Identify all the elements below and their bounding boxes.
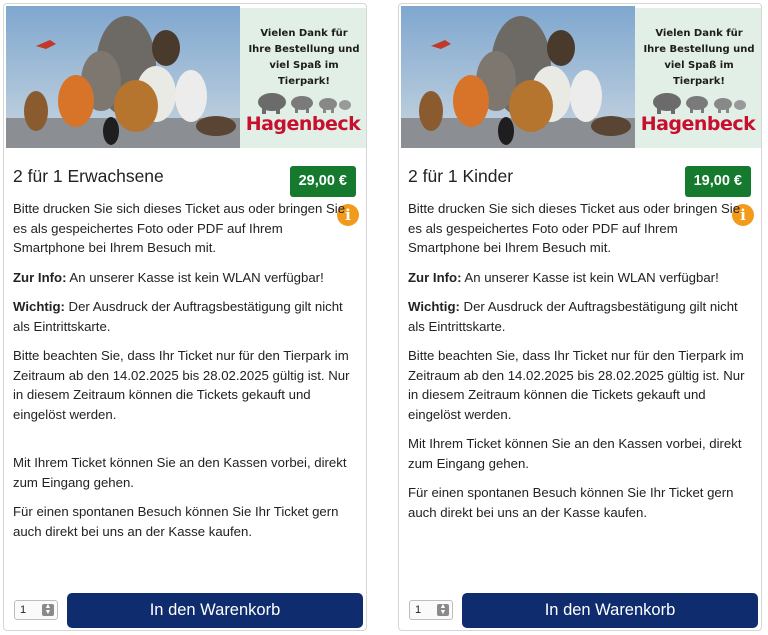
stepper-icon[interactable]: ▲ ▼ <box>437 604 449 616</box>
hagenbeck-logo: Hagenbeck <box>245 113 361 135</box>
add-to-cart-button[interactable]: In den Warenkorb <box>462 593 758 628</box>
wifi-notice-label: Zur Info: <box>408 269 462 285</box>
wifi-notice-label: Zur Info: <box>13 269 67 285</box>
print-instructions: Bitte drucken Sie sich dieses Ticket aus oder bringen Sie es als gespeichertes Foto oder PDF auf Ihrem Smartphone bei Ihrem Besuch mit. <box>13 201 346 255</box>
important-notice <box>13 297 353 336</box>
validity-notice: Bitte beachten Sie, dass Ihr Ticket nur für den Tierpark im Zeitraum ab den 14.02.2025 bis 28.02.2025 gültig ist. Nur in diesem Zeitraum können die Tickets gekauft und eingelöst werden. <box>13 348 350 422</box>
important-notice-label: Wichtig: <box>13 299 65 314</box>
wifi-notice <box>13 268 353 288</box>
validity-notice: Bitte beachten Sie, dass Ihr Ticket nur für den Tierpark im Zeitraum ab den 14.02.2025 bis 28.02.2025 gültig ist. Nur in diesem Zeitraum können die Tickets gekauft und eingelöst werden. <box>408 348 745 422</box>
price-badge: 19,00 € <box>685 166 751 197</box>
zoo-banner-image <box>401 6 761 148</box>
zoo-banner-image <box>6 6 366 148</box>
info-icon[interactable]: i <box>732 204 754 226</box>
wifi-notice-text: An unserer Kasse ist kein WLAN verfügbar! <box>461 269 719 285</box>
quantity-select[interactable] <box>14 600 58 620</box>
ticket-card-adults <box>3 3 367 631</box>
ticket-title: 2 für 1 Erwachsene <box>13 166 164 186</box>
important-notice-text: Der Ausdruck der Auftragsbestätigung gilt nicht als Eintrittskarte. <box>408 299 738 334</box>
quantity-value: 1 <box>20 604 27 616</box>
important-notice-text: Der Ausdruck der Auftragsbestätigung gilt nicht als Eintrittskarte. <box>13 299 343 334</box>
spontaneous-visit-notice: Für einen spontanen Besuch können Sie Ihr Ticket gern auch direkt bei uns an der Kasse kaufen. <box>13 504 339 539</box>
ticket-card-children <box>398 3 762 631</box>
price-badge: 29,00 € <box>290 166 356 197</box>
ticket-description <box>13 199 353 551</box>
elephants-logo-icon <box>254 90 352 114</box>
thanks-text: Vielen Dank für Ihre Bestellung und viel Spaß im Tierpark! <box>643 28 755 87</box>
hagenbeck-logo: Hagenbeck <box>640 113 756 135</box>
quantity-select[interactable] <box>409 600 453 620</box>
elephants-logo-icon <box>649 90 747 114</box>
stepper-icon[interactable]: ▲ ▼ <box>42 604 54 616</box>
print-instructions: Bitte drucken Sie sich dieses Ticket aus oder bringen Sie es als gespeichertes Foto oder PDF auf Ihrem Smartphone bei Ihrem Besuch mit. <box>408 201 741 255</box>
quantity-value: 1 <box>415 604 422 616</box>
ticket-description <box>408 199 748 532</box>
spontaneous-visit-notice: Für einen spontanen Besuch können Sie Ihr Ticket gern auch direkt bei uns an der Kasse kaufen. <box>408 485 734 520</box>
important-notice <box>408 297 748 336</box>
info-icon[interactable]: i <box>337 204 359 226</box>
ticket-title: 2 für 1 Kinder <box>408 166 514 186</box>
entrance-notice: Mit Ihrem Ticket können Sie an den Kassen vorbei, direkt zum Eingang gehen. <box>13 455 347 490</box>
banner-side-panel <box>635 8 761 148</box>
add-to-cart-button[interactable]: In den Warenkorb <box>67 593 363 628</box>
important-notice-label: Wichtig: <box>408 299 460 314</box>
entrance-notice: Mit Ihrem Ticket können Sie an den Kassen vorbei, direkt zum Eingang gehen. <box>408 436 742 471</box>
banner-side-panel <box>240 8 366 148</box>
thanks-text: Vielen Dank für Ihre Bestellung und viel Spaß im Tierpark! <box>248 28 360 87</box>
wifi-notice-text: An unserer Kasse ist kein WLAN verfügbar! <box>66 269 324 285</box>
wifi-notice <box>408 268 748 288</box>
